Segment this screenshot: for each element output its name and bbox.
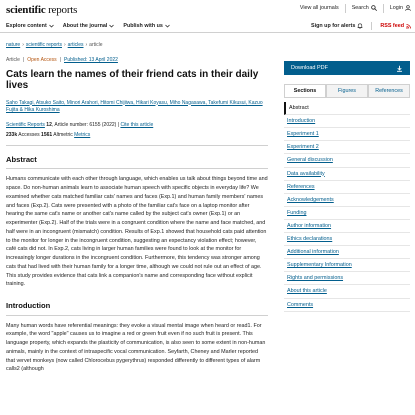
site-logo[interactable]: scientific reports <box>6 4 78 16</box>
rss-icon <box>406 24 411 29</box>
download-icon <box>396 65 403 72</box>
divider <box>6 315 268 316</box>
author-list <box>6 100 268 116</box>
bell-icon <box>357 23 363 29</box>
section-link-acknowledgements[interactable]: Acknowledgements <box>284 194 410 207</box>
article-metrics <box>6 132 268 140</box>
login-button[interactable]: Login <box>390 4 411 12</box>
article-title: Cats learn the names of their friend cats in their daily lives <box>6 68 259 91</box>
section-link-general-discussion[interactable]: General discussion <box>284 154 410 167</box>
download-pdf-button[interactable]: Download PDF <box>284 61 410 75</box>
chevron-down-icon <box>49 24 54 28</box>
section-link-funding[interactable]: Funding <box>284 207 410 220</box>
article-number: , Article number: 6155 (2022) <box>51 122 117 128</box>
sign-up-alerts-button[interactable]: Sign up for alerts <box>311 22 363 30</box>
rss-feed-link[interactable]: RSS feed <box>380 22 411 30</box>
accesses-label: Accesses <box>18 131 40 138</box>
article-type: Article <box>6 57 20 63</box>
article-meta: Article | Open Access | Published: 13 April 2022 <box>6 57 118 63</box>
publish-with-us-menu[interactable]: Publish with us <box>123 22 170 30</box>
divider <box>371 22 372 30</box>
altmetric-label: Altmetric <box>53 131 73 138</box>
section-link-ethics-declarations[interactable]: Ethics declarations <box>284 233 410 246</box>
tab-figures[interactable]: Figures <box>326 84 368 97</box>
divider <box>6 145 268 146</box>
nav-bar <box>0 19 415 33</box>
sidebar-tabs <box>284 84 410 98</box>
published-date[interactable]: Published: 13 April 2022 <box>64 57 118 63</box>
section-link-experiment-1[interactable]: Experiment 1 <box>284 128 410 141</box>
author-links[interactable]: Saho Takagi, Atsuko Saito, Minori Arahori, Hitomi Chijiiwa, Hikari Koyasu, Miho Nagasawa, Takefumi Kikusui, Kazuo Fujita & Hika Kuroshima <box>6 99 263 114</box>
top-bar <box>0 0 415 18</box>
introduction-heading: Introduction <box>6 301 51 311</box>
tab-sections[interactable]: Sections <box>284 84 326 97</box>
section-link-data-availability[interactable]: Data availability <box>284 168 410 181</box>
divider <box>6 168 268 169</box>
tab-references[interactable]: References <box>368 84 410 97</box>
section-link-additional-information[interactable]: Additional information <box>284 246 410 259</box>
breadcrumb: nature › scientific reports › articles › article <box>6 42 103 48</box>
section-link-about-this-article[interactable]: About this article <box>284 285 410 298</box>
about-journal-menu[interactable]: About the journal <box>63 22 115 30</box>
introduction-text: Many human words have referential meanings: they evoke a visual mental image when heard or read1. For example, the word "apple" causes us to imagine a red or green fruit even if no such fruit is present. This language property, which expands the plasticity of communication, is also seen to some extent in non-human animals, mainly in the context of intraspecific vocal communication. Seyfarth, Cheney and Marler reported that vervet monkeys (now called Chlorocebus pygerythrus) responded differently to different types of alarm calls2 (although <box>6 322 266 373</box>
open-access-badge: Open Access <box>27 57 57 63</box>
section-link-rights-permissions[interactable]: Rights and permissions <box>284 272 410 285</box>
section-link-abstract[interactable]: Abstract <box>284 102 410 115</box>
section-link-author-information[interactable]: Author information <box>284 220 410 233</box>
article-main <box>6 57 268 374</box>
metrics-link[interactable]: Metrics <box>74 131 91 138</box>
section-link-references[interactable]: References <box>284 181 410 194</box>
article-sidebar <box>284 61 410 312</box>
divider <box>345 4 346 13</box>
abstract-heading: Abstract <box>6 155 37 164</box>
sections-list <box>284 102 410 312</box>
altmetric-count: 1561 <box>41 131 53 138</box>
section-link-supplementary-information[interactable]: Supplementary Information <box>284 259 410 272</box>
search-button[interactable]: Search <box>352 4 377 12</box>
user-icon <box>405 5 411 11</box>
journal-citation: Scientific Reports 12, Article number: 6155 (2022) | Cite this article <box>6 122 154 128</box>
chevron-down-icon <box>109 24 114 28</box>
divider <box>383 4 384 13</box>
section-link-experiment-2[interactable]: Experiment 2 <box>284 141 410 154</box>
chevron-down-icon <box>165 24 170 28</box>
view-all-journals-link[interactable]: View all journals <box>299 5 339 12</box>
top-utilities <box>300 4 411 13</box>
explore-content-menu[interactable]: Explore content <box>6 22 54 30</box>
section-link-introduction[interactable]: Introduction <box>284 115 410 128</box>
volume: 12 <box>46 122 52 128</box>
journal-link[interactable]: Scientific Reports <box>6 122 45 128</box>
accesses-count: 233k <box>6 131 18 138</box>
breadcrumb-nature[interactable]: nature <box>6 42 21 48</box>
breadcrumb-current: article <box>89 42 103 48</box>
cite-this-article-link[interactable]: Cite this article <box>120 122 154 128</box>
breadcrumb-scientific-reports[interactable]: scientific reports <box>25 42 62 48</box>
section-link-comments[interactable]: Comments <box>284 299 410 312</box>
breadcrumb-articles[interactable]: articles <box>67 42 84 48</box>
search-icon <box>371 5 377 11</box>
abstract-text: Humans communicate with each other through language, which enables us talk about things beyond time and space. Do non-human animals learn to associate human speech with specific objects in everyday life? We examined whether cats matched familiar cats' names and faces (Exp.1) and human family members' names and faces (Exp.2). Cats were presented with a photo of the familiar cat's face on a laptop monitor after hearing the same cat's name or another cat's name called by the subject cat's owner (Exp.1) or an experimenter (Exp.2). Half of the trials were in a congruent condition where the name and face matched, and half were in an incongruent (mismatch) condition. Results of Exp.1 showed that household cats paid attention to the monitor for longer in the incongruent condition, suggesting an expectancy violation effect; however, café cats did not. In Exp.2, cats living in larger human families were found to look at the monitor for increasingly longer durations in the incongruent condition. Furthermore, this tendency was stronger among cats that had lived with their human family for a longer time, although we could not rule out an effect of age. This study provides evidence that cats link a companion's name and corresponding face without explicit training. <box>6 176 268 288</box>
